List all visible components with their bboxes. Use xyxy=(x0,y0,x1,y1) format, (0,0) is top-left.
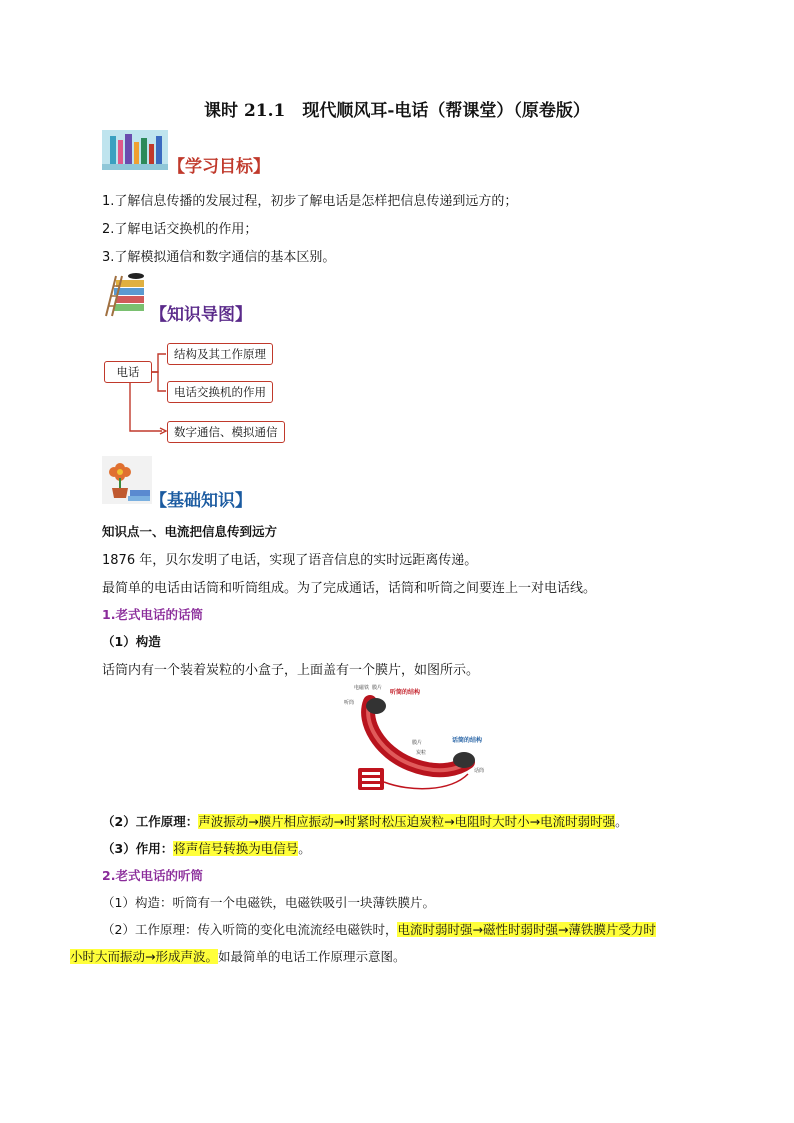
mindmap-branch-1: 结构及其工作原理 xyxy=(167,343,273,365)
receiver-principle-highlight-2: 小时大而振动→形成声波。 xyxy=(70,949,218,964)
figure-label: 话筒的结构 xyxy=(452,737,483,744)
section-heading-map: 【知识导图】 xyxy=(150,305,252,325)
figure-label: 膜片 xyxy=(412,740,423,746)
subheading-structure: （1）构造 xyxy=(102,634,161,649)
receiver-structure-line: （1）构造：听筒有一个电磁铁，电磁铁吸引一块薄铁膜片。 xyxy=(102,895,435,910)
function-line xyxy=(102,839,311,857)
stacked-books-icon xyxy=(102,272,152,318)
receiver-principle-prefix: （2）工作原理：传入听筒的变化电流流经电磁铁时， xyxy=(102,922,398,937)
paragraph-history: 1876 年，贝尔发明了电话，实现了语音信息的实时远距离传递。 xyxy=(102,553,478,568)
receiver-principle-highlight-1: 电流时弱时强→磁性时弱时强→薄铁膜片受力时 xyxy=(397,922,656,937)
mindmap-root: 电话 xyxy=(104,361,152,383)
figure-label: 听筒的结构 xyxy=(390,689,421,696)
principle-highlight: 声波振动→膜片相应振动→时紧时松压迫炭粒→电阻时大时小→电流时弱时强 xyxy=(198,814,616,829)
figure-label: 听筒 xyxy=(344,700,355,706)
heading-receiver: 2.老式电话的听筒 xyxy=(102,868,203,883)
telephone-structure-image xyxy=(340,682,500,800)
figure-label: 电磁铁 xyxy=(354,685,370,691)
page-title: 课时 21.1 现代顺风耳-电话（帮课堂）（原卷版） xyxy=(204,101,590,121)
goal-item-1: 1.了解信息传播的发展过程，初步了解电话是怎样把信息传递到远方的； xyxy=(102,194,518,209)
principle-end: 。 xyxy=(615,814,628,829)
books-icon xyxy=(102,130,168,170)
working-principle-line xyxy=(102,812,628,830)
mindmap-branch-2: 电话交换机的作用 xyxy=(167,381,273,403)
heading-microphone: 1.老式电话的话筒 xyxy=(102,607,203,622)
mindmap-branch-3: 数字通信、模拟通信 xyxy=(167,421,285,443)
figure-label: 话筒 xyxy=(474,768,485,774)
function-highlight: 将声信号转换为电信号 xyxy=(173,841,299,856)
principle-label: （2）工作原理： xyxy=(102,814,199,829)
receiver-principle-line-2 xyxy=(70,947,406,965)
goal-item-2: 2.了解电话交换机的作用； xyxy=(102,222,258,237)
receiver-principle-line-1 xyxy=(102,920,656,938)
function-label: （3）作用： xyxy=(102,841,174,856)
goal-item-3: 3.了解模拟通信和数字通信的基本区别。 xyxy=(102,250,336,265)
receiver-principle-end: 如最简单的电话工作原理示意图。 xyxy=(217,949,406,964)
section-heading-goals: 【学习目标】 xyxy=(168,157,270,177)
paragraph-composition: 最简单的电话由话筒和听筒组成。为了完成通话，话筒和听筒之间要连上一对电话线。 xyxy=(102,581,597,596)
figure-label: 膜片 xyxy=(372,685,383,691)
function-end: 。 xyxy=(298,841,311,856)
section-heading-basic: 【基础知识】 xyxy=(150,491,252,511)
flower-pot-icon xyxy=(102,456,152,504)
figure-label: 炭粒 xyxy=(416,750,427,756)
paragraph-microphone-structure: 话筒内有一个装着炭粒的小盒子，上面盖有一个膜片，如图所示。 xyxy=(102,663,480,678)
knowledge-point-1: 知识点一、电流把信息传到远方 xyxy=(102,524,278,539)
